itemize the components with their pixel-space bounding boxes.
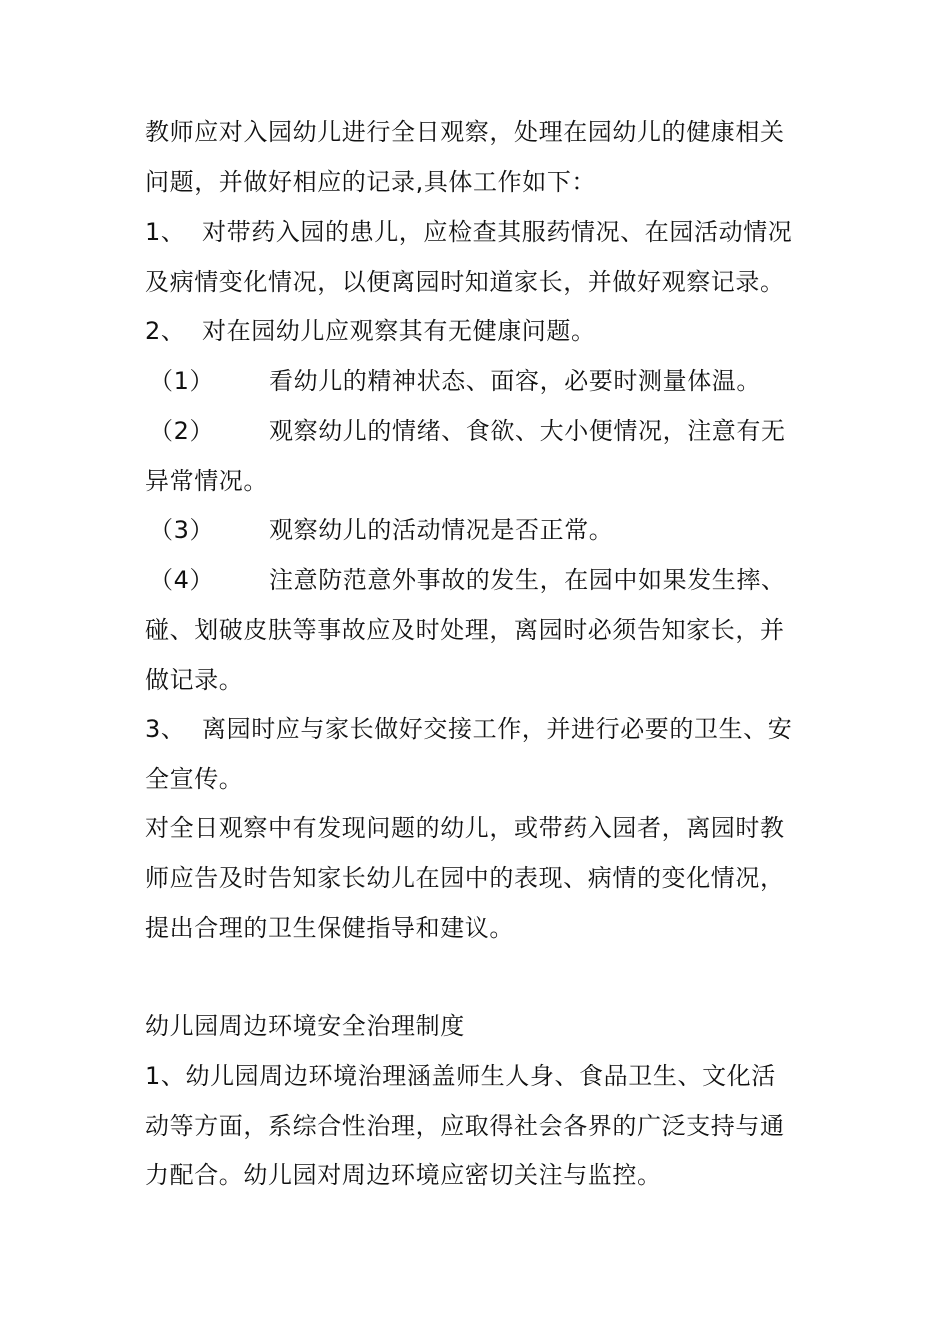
sub-item-number: （1） bbox=[149, 367, 215, 395]
item-number: 1、 bbox=[145, 218, 186, 246]
paragraph-line bbox=[145, 262, 815, 302]
line-text: 观察幼儿的活动情况是否正常。 bbox=[269, 516, 614, 544]
sub-list-item bbox=[145, 560, 815, 600]
section-title bbox=[145, 1006, 815, 1046]
item-number: 2、 bbox=[145, 317, 186, 345]
line-text: 力配合。幼儿园对周边环境应密切关注与监控。 bbox=[145, 1161, 662, 1189]
paragraph-line bbox=[145, 660, 815, 700]
line-text: 做记录。 bbox=[145, 666, 244, 694]
section-title-text: 幼儿园周边环境安全治理制度 bbox=[145, 1012, 465, 1040]
line-text: 注意防范意外事故的发生，在园中如果发生摔、 bbox=[269, 566, 786, 594]
sub-item-number: （2） bbox=[149, 417, 215, 445]
paragraph-line bbox=[145, 1056, 815, 1096]
paragraph-line bbox=[145, 858, 815, 898]
list-item bbox=[145, 709, 815, 749]
line-text: 1、幼儿园周边环境治理涵盖师生人身、食品卫生、文化活 bbox=[145, 1062, 776, 1090]
line-text: 看幼儿的精神状态、面容，必要时测量体温。 bbox=[269, 367, 761, 395]
line-text: 动等方面，系综合性治理，应取得社会各界的广泛支持与通 bbox=[145, 1112, 785, 1140]
line-text: 对在园幼儿应观察其有无健康问题。 bbox=[202, 317, 596, 345]
list-item bbox=[145, 212, 815, 252]
sub-list-item bbox=[145, 411, 815, 451]
paragraph-line bbox=[145, 610, 815, 650]
paragraph-line bbox=[145, 162, 815, 202]
line-text: 对带药入园的患儿，应检查其服药情况、在园活动情况 bbox=[202, 218, 793, 246]
item-number: 3、 bbox=[145, 715, 186, 743]
line-text: 碰、划破皮肤等事故应及时处理，离园时必须告知家长，并 bbox=[145, 616, 785, 644]
sub-list-item bbox=[145, 361, 815, 401]
line-text: 异常情况。 bbox=[145, 467, 268, 495]
line-text: 及病情变化情况，以便离园时知道家长，并做好观察记录。 bbox=[145, 268, 785, 296]
paragraph-line bbox=[145, 1106, 815, 1146]
sub-list-item bbox=[145, 510, 815, 550]
line-text: 观察幼儿的情绪、食欲、大小便情况，注意有无 bbox=[269, 417, 786, 445]
line-text: 对全日观察中有发现问题的幼儿，或带药入园者，离园时教 bbox=[145, 814, 785, 842]
list-item bbox=[145, 311, 815, 351]
paragraph-line bbox=[145, 112, 815, 152]
paragraph-line bbox=[145, 1155, 815, 1195]
sub-item-number: （3） bbox=[149, 516, 215, 544]
paragraph-line bbox=[145, 759, 815, 799]
line-text: 问题，并做好相应的记录,具体工作如下： bbox=[145, 168, 597, 196]
line-text: 提出合理的卫生保健指导和建议。 bbox=[145, 914, 514, 942]
line-text: 离园时应与家长做好交接工作，并进行必要的卫生、安 bbox=[202, 715, 793, 743]
sub-item-number: （4） bbox=[149, 566, 215, 594]
line-text: 教师应对入园幼儿进行全日观察，处理在园幼儿的健康相关 bbox=[145, 118, 785, 146]
line-text: 全宣传。 bbox=[145, 765, 244, 793]
paragraph-line bbox=[145, 461, 815, 501]
line-text: 师应告及时告知家长幼儿在园中的表现、病情的变化情况， bbox=[145, 864, 785, 892]
paragraph-line bbox=[145, 808, 815, 848]
paragraph-line bbox=[145, 908, 815, 948]
